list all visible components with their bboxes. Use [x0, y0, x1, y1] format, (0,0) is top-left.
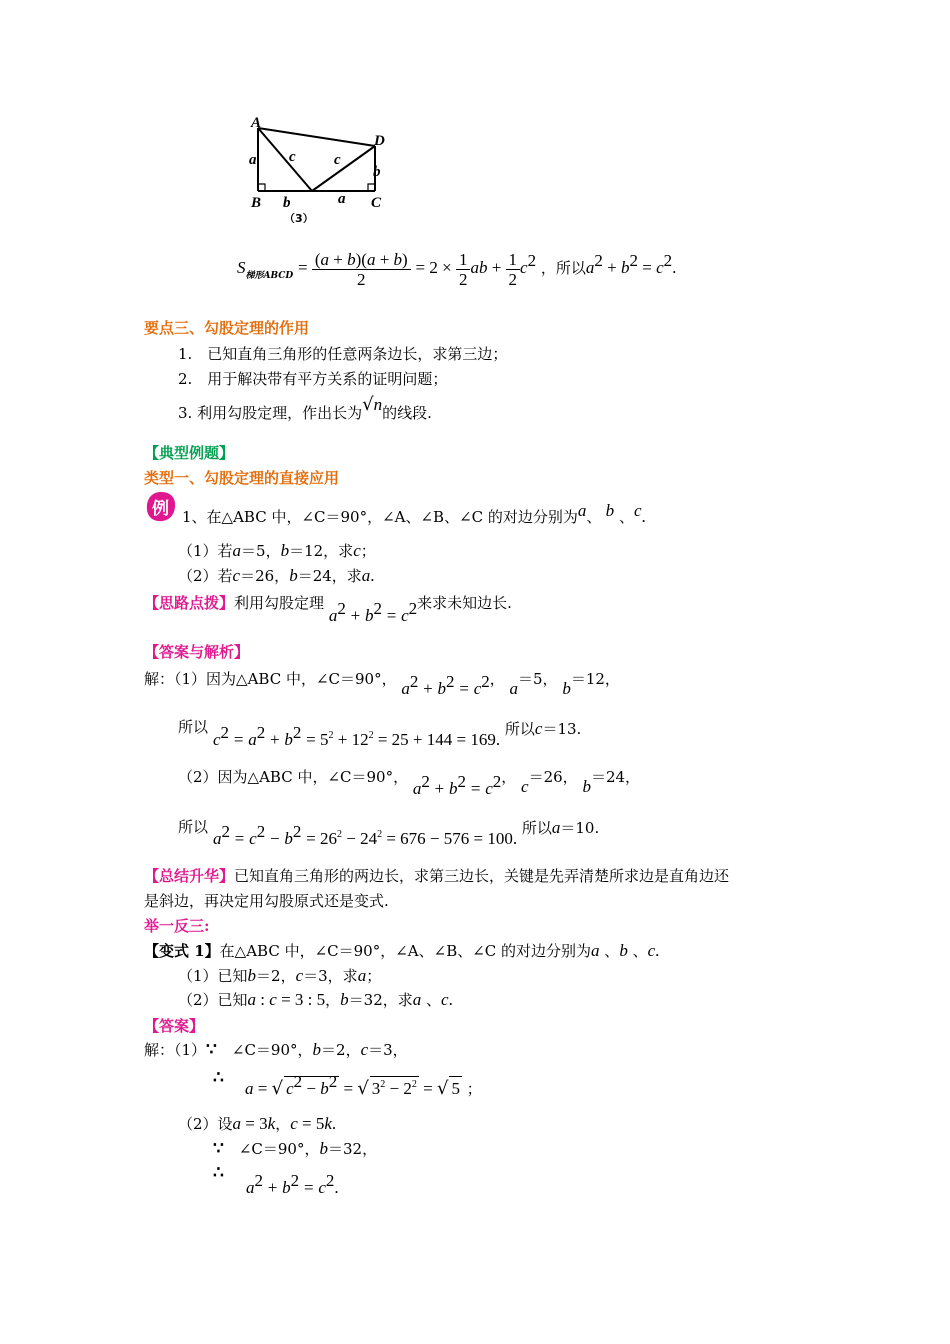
fig-label-A: A — [251, 115, 262, 131]
answer-label: 【答案与解析】 — [144, 643, 250, 661]
section3-item-3-text: 3. 利用勾股定理，作出长为 — [178, 404, 363, 422]
vsol1-calc: a = √ $c^2 - b^2$ = √ $3^2 - 2^2$ = √ 5 ； — [245, 1072, 482, 1099]
var1-sub2: （2）已知a : c = 3 : 5，b＝32，求a 、c. — [178, 990, 453, 1009]
hint-tail: 来求未知边长. — [417, 594, 512, 612]
sol1-line: 解：（1）因为△ABC 中，∠C＝90°， $a^2 + b^2 = c^2$， a＝5， b＝12， — [144, 670, 620, 698]
sol2-line: （2）因为△ABC 中，∠C＝90°， $a^2 + b^2 = c^2$， c＝26， b＝24， — [178, 768, 641, 798]
sol2-a10: ＝10. — [560, 819, 600, 837]
q1-sub2: （2）若c＝26，b＝24，求a. — [178, 566, 375, 585]
var1-label: 【变式 1】 — [144, 942, 220, 960]
summary-text-1: 已知直角三角形的两边长，求第三边长，关键是先弄清楚所求边是直角边还 — [234, 867, 730, 885]
var1-sub2-mid: ， — [325, 991, 341, 1009]
section3-title: 要点三、勾股定理的作用 — [144, 319, 310, 337]
badge-label: 例 — [152, 499, 169, 519]
q1-sub2-label: （2）若 — [178, 567, 233, 585]
vsol2-therefore: ∴ — [213, 1163, 224, 1183]
var1-sub1-mid2: ＝3，求 — [303, 967, 358, 985]
fig-label-c-right: c — [334, 152, 341, 168]
sol1-so-line — [178, 717, 208, 737]
vsol1-b2: ＝2， — [321, 1041, 361, 1059]
fig-label-C: C — [371, 195, 382, 211]
vsol2-because-line: ∵ ∠C＝90°，b＝32， — [213, 1139, 378, 1159]
hint-text: 利用勾股定理 — [234, 594, 325, 612]
example-badge — [144, 490, 178, 524]
sol2-calc: $a^2 = c^2 - b^2 = 26^2 - 24^2 = 676 - 576 = 100$. 所以a＝10. — [213, 818, 600, 848]
sol2-so-line — [178, 817, 208, 837]
sol1-so-c: 所以 — [504, 720, 535, 738]
variation-heading: 举一反三: — [144, 917, 210, 935]
q1-sub2-mid2: ＝24，求 — [297, 567, 362, 585]
section3-item-1: 1. 已知直角三角形的任意两条边长，求第三边； — [178, 345, 508, 363]
var1-sub2-mid2: ＝32，求 — [348, 991, 413, 1009]
var1-text: 在△ABC 中，∠C＝90°，∠A、∠B、∠C 的对边分别为 — [219, 942, 592, 960]
vsol1-line: 解：（1）∵ ∠C＝90°，b＝2，c＝3， — [144, 1040, 408, 1060]
q1-text: 1、在△ABC 中，∠C＝90°，∠A、∠B、∠C 的对边分别为a、 b 、c. — [182, 501, 646, 526]
var-answer-label: 【答案】 — [144, 1017, 205, 1035]
type1-heading: 类型一、勾股定理的直接应用 — [144, 469, 340, 487]
sol1-a5: ＝5， — [518, 670, 558, 688]
var1-sub1: （1）已知b＝2，c＝3，求a； — [178, 966, 382, 985]
section3-item-2: 2. 用于解决带有平方关系的证明问题； — [178, 370, 448, 388]
sol2-prefix: （2）因为△ABC 中，∠C＝90°， — [178, 768, 409, 786]
sol1-so: 所以 — [178, 718, 209, 736]
because-symbol-1: ∵ — [206, 1040, 217, 1060]
sol2-so: 所以 — [178, 818, 209, 836]
fig-label-D: D — [374, 133, 385, 149]
vsol2-b32: ＝32， — [327, 1140, 378, 1158]
var1-line: 【变式 1】在△ABC 中，∠C＝90°，∠A、∠B、∠C 的对边分别为a 、b 、c. — [144, 941, 660, 960]
summary-line-1 — [144, 866, 729, 886]
var1-sub1-label: （1）已知 — [178, 967, 248, 985]
section3-item-3: 3. 利用勾股定理，作出长为√n的线段. — [178, 394, 432, 422]
vsol1-prefix: 解：（1） — [144, 1041, 207, 1059]
sol2-c26: ＝26， — [528, 768, 578, 786]
examples-heading: 【典型例题】 — [144, 444, 235, 462]
q1-sub1-mid2: ＝12，求 — [289, 542, 354, 560]
hint-line: 【思路点拨】利用勾股定理 $a^2 + b^2 = c^2$来求未知边长. — [144, 594, 512, 625]
fig-label-a-bottom: a — [338, 191, 346, 207]
fig-label-B: B — [251, 195, 262, 211]
sol1-c13: ＝13. — [542, 720, 582, 738]
q1-sub1: （1）若a＝5，b＝12，求c； — [178, 541, 376, 560]
fig-label-b-bottom: b — [283, 195, 291, 211]
area-subscript: 梯形ABCD — [245, 271, 294, 281]
q1-text-body: 1、在△ABC 中，∠C＝90°，∠A、∠B、∠C 的对边分别为 — [182, 508, 578, 526]
vsol1-therefore: ∴ — [213, 1068, 224, 1088]
var1-sub2-label: （2）已知 — [178, 991, 248, 1009]
fig-caption: （3） — [284, 212, 314, 223]
fig-label-a-left: a — [249, 152, 257, 168]
sol1-prefix: 解：（1）因为△ABC 中，∠C＝90°， — [144, 670, 397, 688]
vsol2-angle: ∠C＝90°， — [238, 1140, 320, 1158]
area-formula: $S_{梯形ABCD}$ = $\frac{(a + b)(a + b)}{2}$ = 2 × $\frac{1}{2}$ ab + $\frac{1}{2}$ $c^2$ ，所以$a^2 + b^2 = c^2$. — [237, 249, 677, 289]
sol2-b24: ＝24， — [590, 768, 641, 786]
hint-label: 【思路点拨】 — [144, 594, 235, 612]
because-symbol-2: ∵ — [213, 1139, 224, 1159]
area-frac-main: $\frac{(a + b)(a + b)}{2}$ — [312, 250, 411, 289]
q1-sub1-mid: ＝5， — [241, 542, 281, 560]
sol2-so-a: 所以 — [521, 819, 552, 837]
fig-label-c-left: c — [289, 149, 296, 165]
vsol1-c3: ＝3， — [368, 1041, 408, 1059]
summary-line-2: 是斜边，再决定用勾股原式还是变式. — [144, 892, 389, 910]
sol1-calc: $c^2 = a^2 + b^2 = 5^2 + 12^2 = 25 + 144 = 169$. 所以c＝13. — [213, 719, 582, 749]
area-tail: ，所以 — [540, 259, 586, 277]
vsol2-line: （2）设a = 3k，c = 5k. — [178, 1114, 337, 1133]
q1-sub2-mid: ＝26， — [240, 567, 290, 585]
fig-label-b-right: b — [373, 164, 381, 180]
trapezoid-figure — [240, 108, 400, 223]
vsol1-angle: ∠C＝90°， — [231, 1041, 313, 1059]
section3-item-3-tail: 的线段. — [382, 404, 432, 422]
vsol2-eq: $a^2 + b^2 = c^2$. — [246, 1171, 339, 1197]
summary-label: 【总结升华】 — [144, 867, 235, 885]
sol1-b12: ＝12， — [570, 670, 620, 688]
var1-sub1-mid: ＝2， — [256, 967, 296, 985]
q1-sub1-label: （1）若 — [178, 542, 233, 560]
vsol2-prefix: （2）设 — [178, 1115, 233, 1133]
